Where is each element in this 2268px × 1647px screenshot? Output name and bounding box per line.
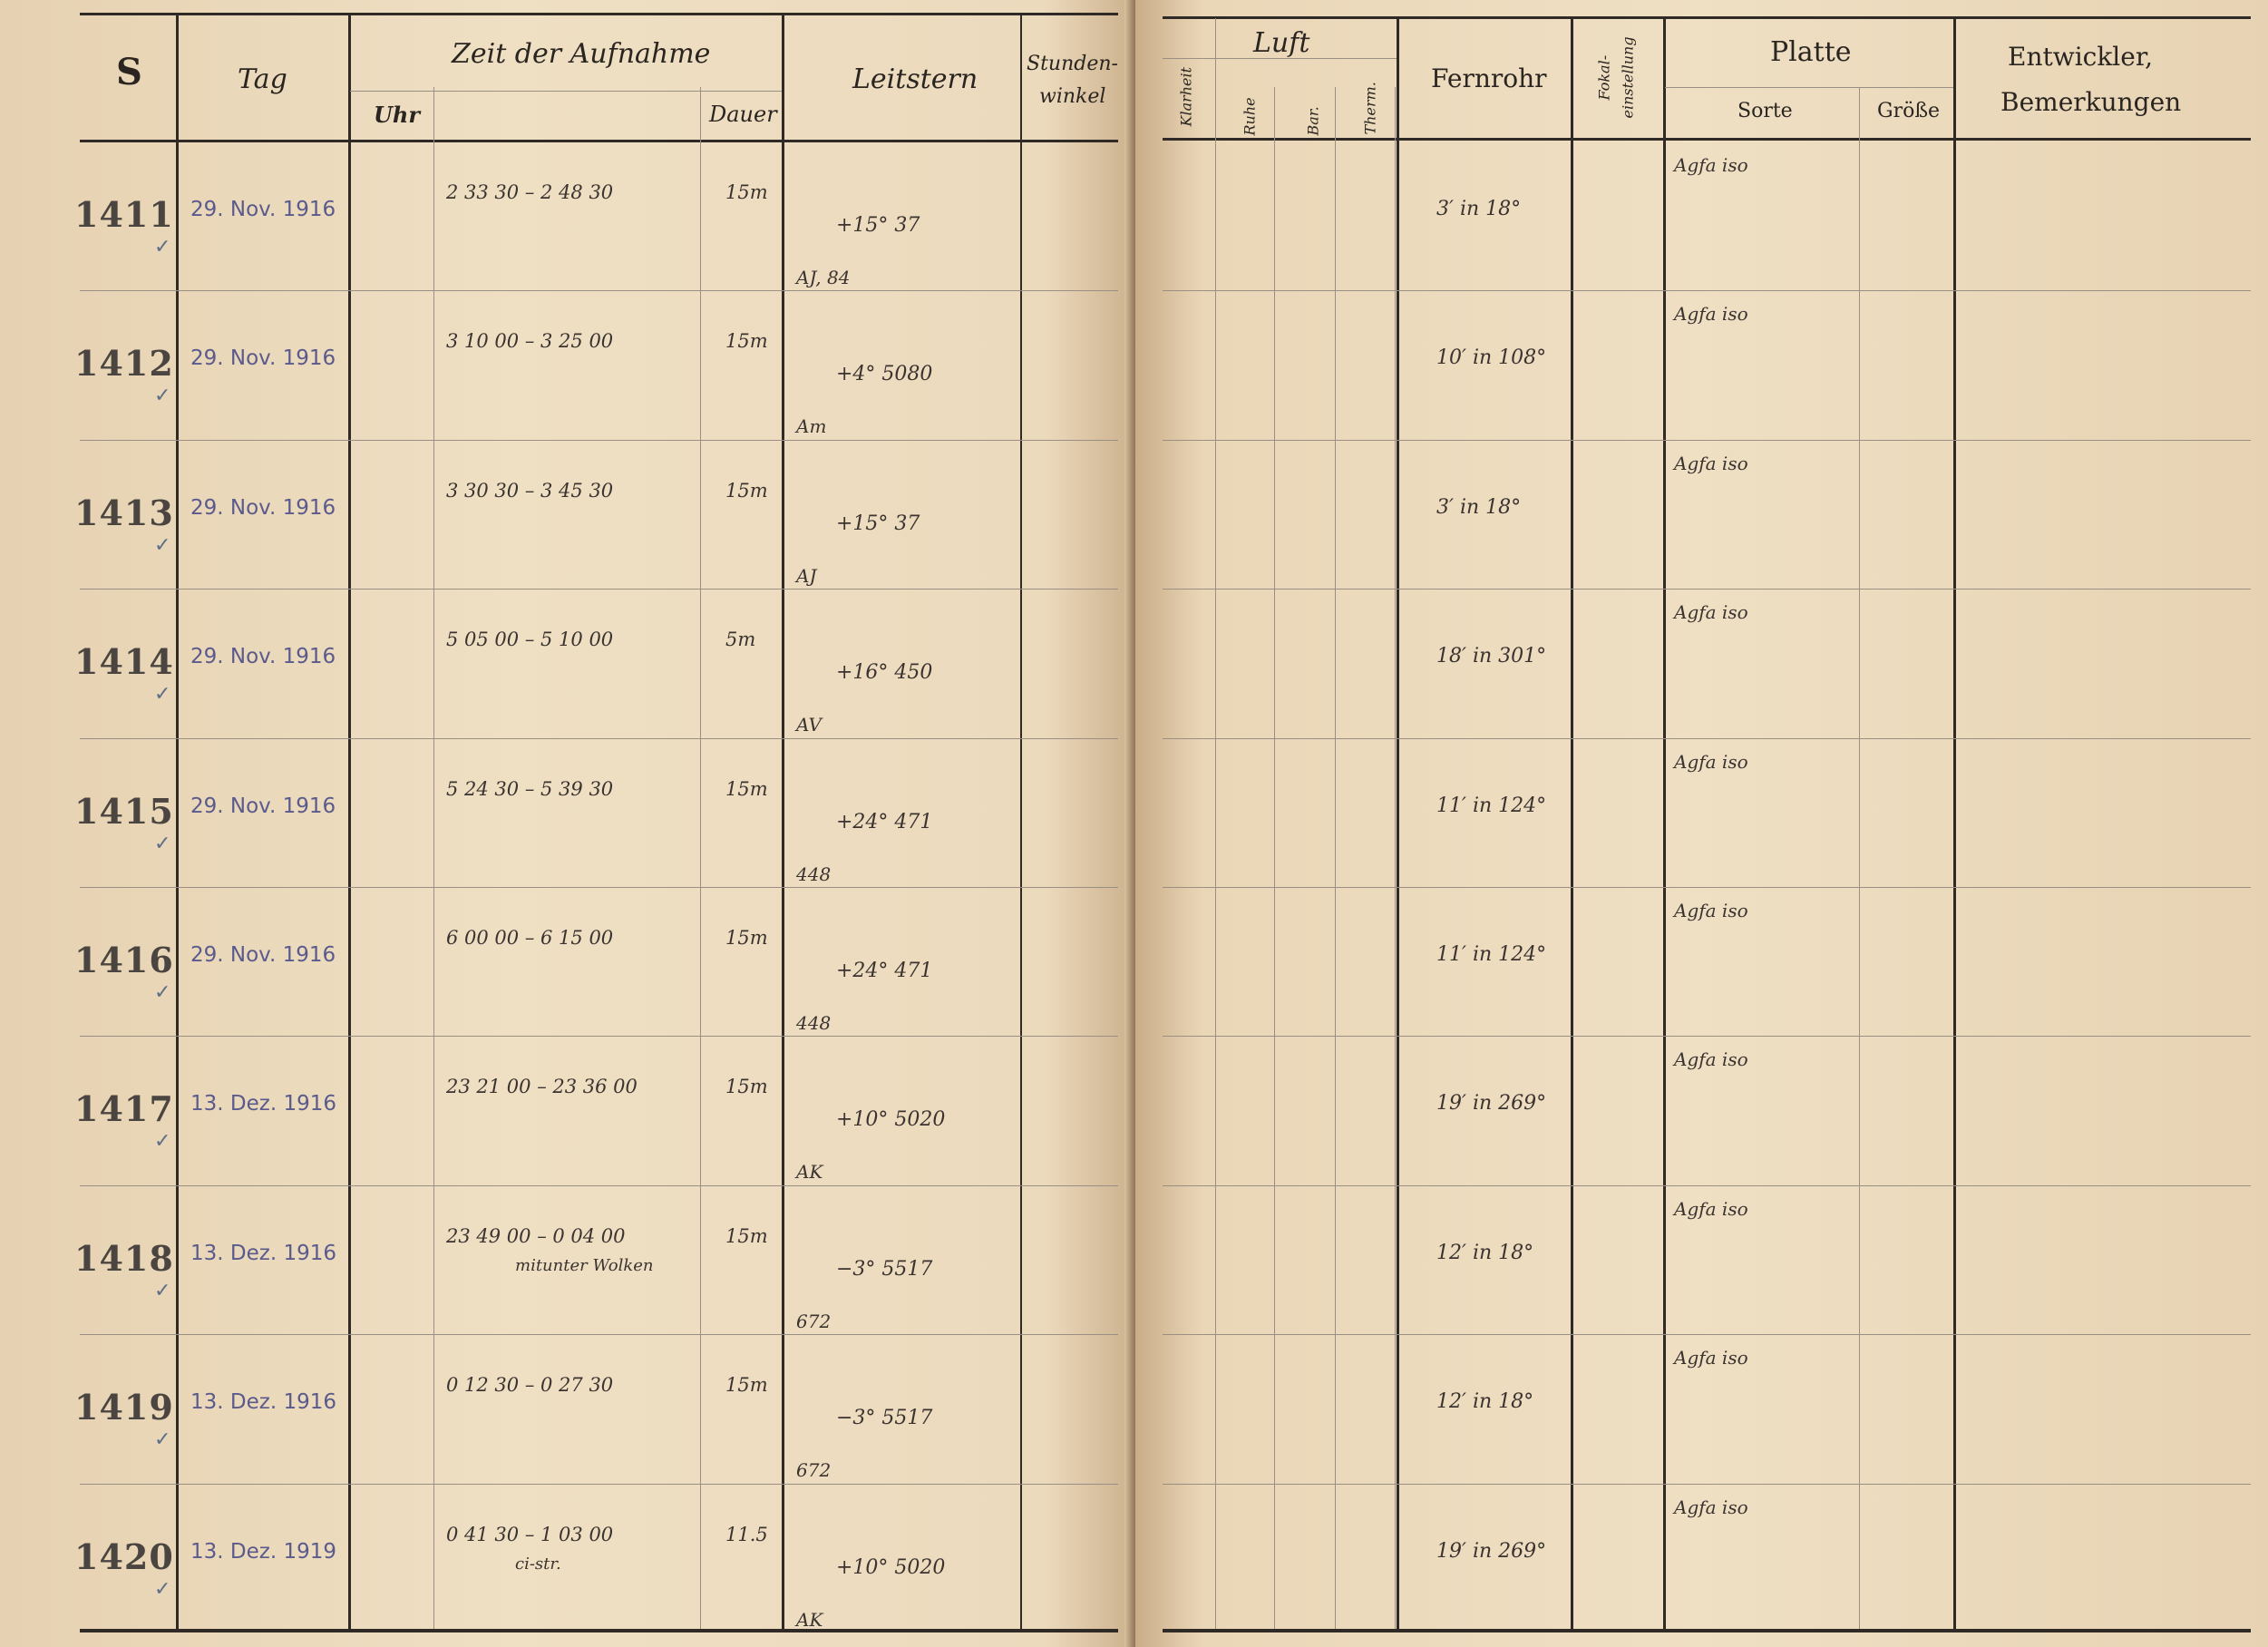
row-date-stamp: 29. Nov. 1916: [190, 198, 336, 221]
row-divider: [80, 589, 1118, 590]
row-leitstern-sub: AV: [796, 714, 822, 736]
header-s: S: [116, 51, 142, 93]
row-leitstern-sub: 448: [796, 1012, 832, 1034]
row-divider: [80, 1036, 1118, 1037]
row-number: 1419: [74, 1387, 174, 1428]
header-ruhe: Ruhe: [1241, 97, 1259, 136]
row-time: 5 05 00 – 5 10 00: [446, 629, 614, 651]
header-zeit: Zeit der Aufnahme: [452, 38, 711, 70]
row-fernrohr: 19′ in 269°: [1436, 1539, 1547, 1563]
row-leitstern: +16° 450: [836, 661, 933, 685]
check-mark: ✓: [154, 981, 171, 1004]
row-fernrohr: 3′ in 18°: [1436, 495, 1522, 519]
row-date-stamp: 29. Nov. 1916: [190, 495, 336, 520]
row-dauer: 15m: [725, 927, 768, 949]
check-mark: ✓: [154, 1577, 171, 1601]
row-number: 1413: [74, 492, 174, 533]
row-plate-sorte: Agfa iso: [1674, 1197, 1748, 1220]
header-bemerkungen: Bemerkungen: [2000, 87, 2182, 117]
row-date-stamp: 13. Dez. 1919: [190, 1539, 336, 1564]
header-groesse: Größe: [1877, 100, 1941, 122]
row-date-stamp: 13. Dez. 1916: [190, 1241, 336, 1265]
row-divider: [1163, 290, 2251, 291]
row-number: 1411: [74, 194, 174, 235]
row-plate-sorte: Agfa iso: [1674, 1347, 1748, 1369]
header-luft: Luft: [1253, 27, 1310, 59]
row-plate-sorte: Agfa iso: [1674, 1048, 1748, 1071]
row-leitstern-sub: AK: [796, 1608, 823, 1631]
row-number: 1417: [74, 1088, 174, 1130]
row-fernrohr: 12′ in 18°: [1436, 1241, 1534, 1264]
row-leitstern: +10° 5020: [836, 1108, 946, 1132]
row-dauer: 15m: [725, 181, 768, 203]
row-leitstern: +15° 37: [836, 512, 920, 535]
row-leitstern: +15° 37: [836, 214, 920, 237]
row-leitstern: −3° 5517: [836, 1257, 933, 1281]
row-dauer: 15m: [725, 1076, 768, 1098]
check-mark: ✓: [154, 385, 171, 408]
check-mark: ✓: [154, 1428, 171, 1452]
row-leitstern: +10° 5020: [836, 1555, 946, 1579]
row-plate-sorte: Agfa iso: [1674, 303, 1748, 326]
header-stunden: Stunden-: [1027, 53, 1118, 75]
row-time: 2 33 30 – 2 48 30: [446, 181, 614, 203]
header-tag: Tag: [238, 63, 287, 95]
row-divider: [1163, 1334, 2251, 1335]
row-fernrohr: 11′ in 124°: [1436, 794, 1547, 817]
header-fernrohr: Fernrohr: [1431, 63, 1547, 93]
row-leitstern-sub: 672: [796, 1459, 832, 1482]
header-platte: Platte: [1770, 36, 1852, 68]
row-plate-sorte: Agfa iso: [1674, 1496, 1748, 1518]
row-dauer: 15m: [725, 777, 768, 800]
check-mark: ✓: [154, 683, 171, 707]
row-plate-sorte: Agfa iso: [1674, 601, 1748, 624]
row-leitstern: +4° 5080: [836, 363, 933, 386]
row-plate-sorte: Agfa iso: [1674, 154, 1748, 176]
row-leitstern-sub: 672: [796, 1310, 832, 1332]
row-time: 3 30 30 – 3 45 30: [446, 479, 614, 502]
row-dauer: 15m: [725, 479, 768, 502]
row-date-stamp: 13. Dez. 1916: [190, 1092, 336, 1116]
header-sorte: Sorte: [1738, 100, 1793, 122]
header-leitstern: Leitstern: [852, 63, 978, 95]
row-divider: [1163, 1185, 2251, 1186]
row-time: 5 24 30 – 5 39 30: [446, 777, 614, 800]
row-fernrohr: 11′ in 124°: [1436, 943, 1547, 966]
row-leitstern-sub: AJ: [796, 564, 817, 587]
check-mark: ✓: [154, 236, 171, 258]
row-time: 3 10 00 – 3 25 00: [446, 330, 614, 353]
row-fernrohr: 10′ in 108°: [1436, 346, 1547, 370]
header-winkel: winkel: [1039, 85, 1106, 108]
header-bar: Bar.: [1304, 106, 1322, 136]
check-mark: ✓: [154, 832, 171, 855]
row-dauer: 15m: [725, 1224, 768, 1247]
row-date-stamp: 29. Nov. 1916: [190, 794, 336, 818]
row-fernrohr: 18′ in 301°: [1436, 645, 1547, 668]
header-entwickler: Entwickler,: [2008, 42, 2154, 72]
row-time: 6 00 00 – 6 15 00: [446, 927, 614, 949]
row-divider: [1163, 1484, 2251, 1485]
row-dauer: 15m: [725, 330, 768, 353]
row-time: 23 49 00 – 0 04 00: [446, 1224, 626, 1247]
check-mark: ✓: [154, 1130, 171, 1154]
header-uhr: Uhr: [374, 102, 421, 128]
row-number: 1415: [74, 790, 174, 832]
row-number: 1418: [74, 1237, 174, 1279]
row-divider: [1163, 589, 2251, 590]
row-time: 0 41 30 – 1 03 00: [446, 1523, 614, 1545]
row-leitstern: +24° 471: [836, 810, 933, 833]
row-date-stamp: 13. Dez. 1916: [190, 1390, 336, 1415]
row-divider: [1163, 887, 2251, 888]
row-fernrohr: 12′ in 18°: [1436, 1390, 1534, 1414]
row-divider: [1163, 738, 2251, 739]
check-mark: ✓: [154, 533, 171, 557]
row-time: 23 21 00 – 23 36 00: [446, 1076, 638, 1098]
row-plate-sorte: Agfa iso: [1674, 750, 1748, 773]
row-number: 1412: [74, 343, 174, 385]
row-note: mitunter Wolken: [515, 1255, 654, 1275]
row-leitstern-sub: AK: [796, 1161, 823, 1184]
header-therm: Therm.: [1361, 82, 1379, 135]
right-page: [1135, 0, 2268, 1647]
row-note: ci-str.: [515, 1554, 561, 1574]
row-number: 1420: [74, 1535, 174, 1577]
row-leitstern-sub: Am: [796, 415, 827, 438]
row-fernrohr: 3′ in 18°: [1436, 198, 1522, 220]
row-divider: [80, 1484, 1118, 1485]
row-divider: [1163, 1036, 2251, 1037]
row-leitstern: +24° 471: [836, 960, 933, 982]
row-date-stamp: 29. Nov. 1916: [190, 645, 336, 669]
row-divider: [80, 887, 1118, 888]
row-divider: [80, 440, 1118, 441]
check-mark: ✓: [154, 1279, 171, 1302]
row-fernrohr: 19′ in 269°: [1436, 1092, 1547, 1116]
row-date-stamp: 29. Nov. 1916: [190, 346, 336, 371]
row-divider: [80, 738, 1118, 739]
row-dauer: 5m: [725, 629, 756, 651]
row-divider: [80, 1185, 1118, 1186]
row-leitstern-sub: 448: [796, 862, 832, 885]
header-einstellung: einstellung: [1619, 36, 1637, 119]
row-dauer: 15m: [725, 1374, 768, 1397]
row-divider: [80, 1334, 1118, 1335]
row-dauer: 11.5: [725, 1523, 768, 1545]
row-number: 1416: [74, 940, 174, 980]
header-klarheit: Klarheit: [1177, 66, 1195, 127]
row-divider: [1163, 440, 2251, 441]
row-leitstern-sub: AJ, 84: [796, 267, 851, 288]
row-plate-sorte: Agfa iso: [1674, 900, 1748, 921]
row-leitstern: −3° 5517: [836, 1407, 933, 1430]
header-dauer: Dauer: [709, 102, 777, 127]
header-fokal: Fokal-: [1595, 54, 1613, 101]
row-number: 1414: [74, 641, 174, 683]
row-date-stamp: 29. Nov. 1916: [190, 943, 336, 967]
row-plate-sorte: Agfa iso: [1674, 452, 1748, 474]
row-time: 0 12 30 – 0 27 30: [446, 1374, 614, 1397]
row-divider: [80, 290, 1118, 291]
